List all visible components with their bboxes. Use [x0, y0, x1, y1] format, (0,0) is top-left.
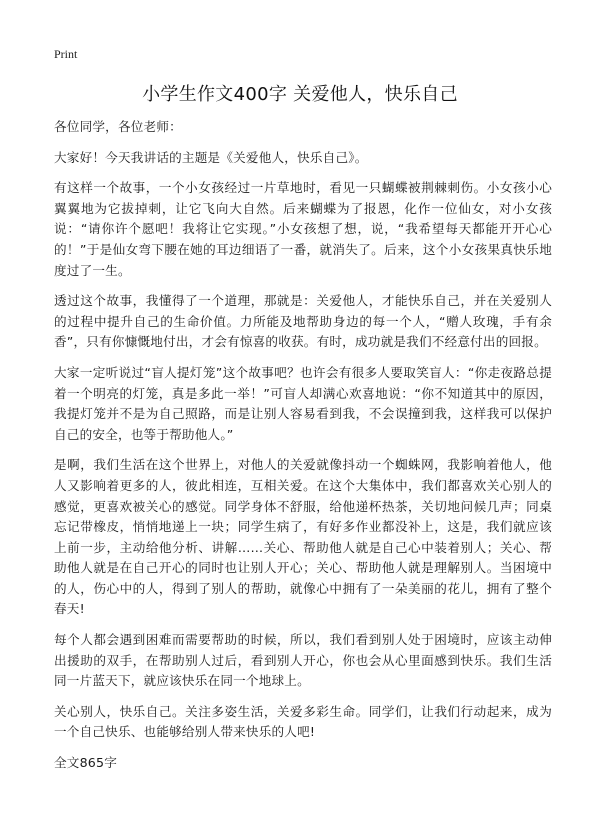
paragraph: 有这样一个故事，一个小女孩经过一片草地时，看见一只蝴蝶被荆棘刺伤。小女孩小心翼翼地为它拔掉刺，让它飞向大自然。后来蝴蝶为了报恩，化作一位仙女，对小女孩说：“请你许个愿吧！我将让它实现。”小女孩想了想，说，“我希望每天都能开开心心的！”于是仙女弯下腰在她的耳边细语了一番，就消失了。后来，这个小女孩果真快乐地度过了一生。 [54, 180, 552, 278]
paragraph: 透过这个故事，我懂得了一个道理，那就是：关爱他人，才能快乐自己，并在关爱别人的过程中提升自己的生命价值。力所能及地帮助身边的每一个人，“赠人玫瑰，手有余香”，只有你慷慨地付出，才会有惊喜的收获。有时，成功就是我们不经意付出的回报。 [54, 293, 552, 350]
paragraph: 大家一定听说过“盲人提灯笼”这个故事吧？也许会有很多人要取笑盲人：“你走夜路总提着一个明亮的灯笼，真是多此一举！”可盲人却满心欢喜地说：“你不知道其中的原因，我提灯笼并不是为自己照路，而是让别人容易看到我，不会误撞到我，这样我可以保护自己的安全，也等于帮助他人。” [54, 364, 552, 442]
paragraph: 是啊，我们生活在这个世界上，对他人的关爱就像抖动一个蜘蛛网，我影响着他人，他人又影响着更多的人，彼此相连，互相关爱。在这个大集体中，我们都喜欢关心别人的感觉，更喜欢被关心的感觉。同学身体不舒服，给他递杯热茶，关切地问候几声；同桌忘记带橡皮，悄悄地递上一块；同学生病了，有好多作业都没补上，这是，我们就应该上前一步，主动给他分析、讲解……关心、帮助他人就是自己心中装着别人；关心、帮助他人就是在自己开心的同时也让别人开心；关心、帮助他人就是理解别人。当困境中的人，伤心中的人，得到了别人的帮助，就像心中拥有了一朵美丽的花儿，拥有了整个春天! [54, 457, 552, 617]
document-body [54, 117, 552, 784]
paragraph: 大家好！今天我讲话的主题是《关爱他人，快乐自己》。 [54, 149, 368, 165]
paragraph: 每个人都会遇到困难而需要帮助的时候，所以，我们看到别人处于困境时，应该主动伸出援助的双手，在帮助别人过后，看到别人开心，你也会从心里面感到快乐。我们生活同一片蓝天下，就应该快乐在同一个地球上。 [54, 632, 552, 689]
print-label: Print [54, 47, 78, 61]
greeting: 各位同学，各位老师： [54, 119, 182, 134]
document-title: 小学生作文400字 关爱他人，快乐自己 [142, 84, 458, 105]
word-count: 全文865字 [54, 755, 118, 771]
paragraph: 关心别人，快乐自己。关注多姿生活，关爱多彩生命。同学们，让我们行动起来，成为一个自己快乐、也能够给别人带来快乐的人吧! [54, 703, 552, 740]
